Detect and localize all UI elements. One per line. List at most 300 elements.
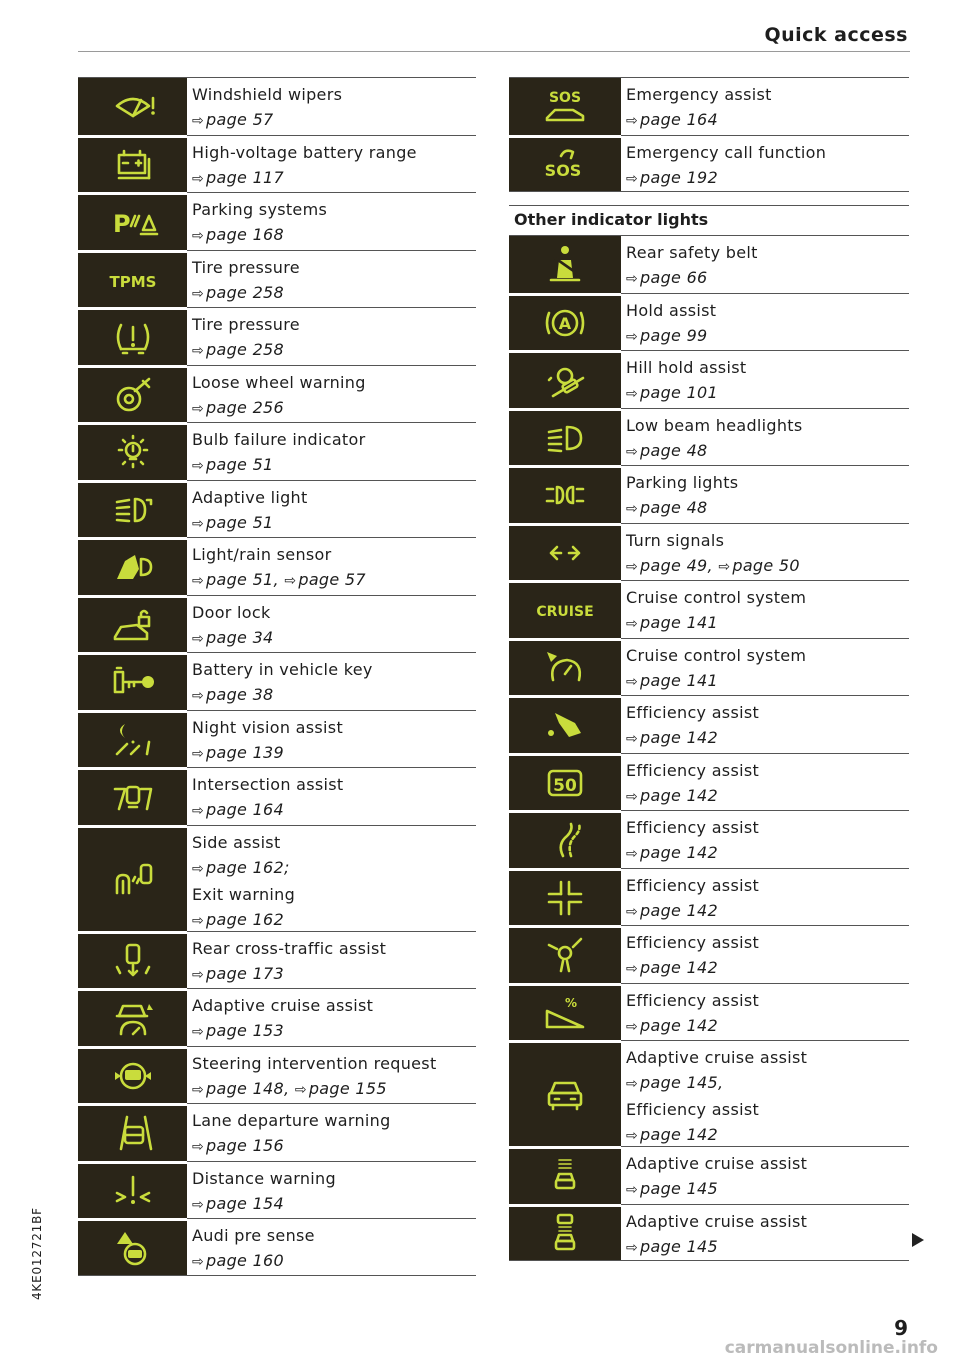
arrow-right-icon: ⇨ — [626, 271, 639, 287]
indicator-title-secondary: Efficiency assist — [626, 1100, 760, 1119]
page-link[interactable]: page 154 — [206, 1193, 285, 1213]
next-page-arrow-icon — [912, 1233, 924, 1247]
indicator-text — [621, 409, 909, 466]
indicator-title: Bulb failure indicator — [192, 430, 366, 449]
indicator-text — [187, 423, 476, 480]
indicator-text — [621, 294, 909, 351]
page-link[interactable]: page 258 — [206, 340, 285, 359]
arrow-right-icon: ⇨ — [626, 1239, 639, 1256]
indicator-title: Efficiency assist — [626, 933, 760, 952]
low-beam-icon — [509, 408, 621, 466]
rear-seatbelt-icon — [509, 236, 621, 293]
page-reference — [192, 513, 274, 532]
indicator-text — [621, 811, 909, 868]
icon-label: SOS — [548, 90, 582, 107]
indicator-row — [509, 695, 909, 753]
page-reference — [626, 843, 718, 862]
page-reference — [626, 498, 708, 517]
indicator-title: Distance warning — [192, 1168, 336, 1188]
document-code: 4KE012721BF — [30, 1207, 44, 1300]
indicator-text — [621, 639, 909, 696]
arrow-right-icon: ⇨ — [192, 860, 205, 877]
page-reference — [626, 786, 718, 805]
page-reference: ⇨ page 49, ⇨ page 50 — [626, 555, 800, 575]
page-number: 9 — [894, 1316, 908, 1340]
arrow-right-icon: ⇨ — [718, 558, 731, 575]
indicator-text — [187, 251, 476, 308]
page-reference — [626, 441, 708, 460]
indicator-text — [621, 236, 909, 293]
page-reference — [192, 964, 284, 983]
indicator-title: Side assist — [192, 832, 281, 852]
arrow-right-icon: ⇨ — [626, 1076, 639, 1092]
indicator-text — [187, 78, 476, 135]
icon-label: 50 — [553, 775, 577, 796]
arrow-right-icon: ⇨ — [192, 745, 205, 762]
indicator-row — [509, 1204, 909, 1262]
arrow-right-icon: ⇨ — [626, 846, 639, 862]
arrow-right-icon: ⇨ — [192, 1196, 205, 1213]
arrow-right-icon: ⇨ — [626, 1018, 639, 1035]
indicator-title: Rear cross-traffic assist — [192, 938, 387, 958]
indicator-title: Cruise control system — [626, 588, 807, 607]
page-link[interactable]: page 258 — [206, 282, 285, 302]
indicator-text — [187, 932, 476, 989]
indicator-row — [509, 408, 909, 466]
indicator-title: Efficiency assist — [626, 818, 760, 837]
indicator-text — [621, 754, 909, 811]
indicator-row — [78, 422, 476, 480]
page-reference — [192, 168, 284, 187]
indicator-text — [621, 524, 909, 581]
indicator-text — [187, 1047, 476, 1104]
intersection-assist-icon — [78, 767, 187, 825]
indicator-title: Light/rain sensor — [192, 545, 332, 564]
slope-icon — [509, 983, 621, 1041]
arrow-right-icon: ⇨ — [192, 285, 205, 302]
indicator-title: Low beam headlights — [626, 415, 803, 435]
door-lock-icon — [78, 595, 187, 653]
indicator-title: Loose wheel warning — [192, 372, 366, 392]
page-reference — [626, 1125, 718, 1144]
page-header-title: Quick access — [764, 24, 908, 46]
indicator-row — [78, 1103, 476, 1161]
key-battery-icon — [78, 652, 187, 710]
arrow-right-icon: ⇨ — [192, 343, 205, 359]
turn-signal-icon — [509, 523, 621, 581]
page-link[interactable]: page 142 — [640, 785, 719, 805]
indicator-row — [78, 931, 476, 989]
page-link[interactable]: page 173 — [206, 963, 285, 983]
arrow-right-icon: ⇨ — [626, 328, 639, 345]
indicator-title-secondary: Exit warning — [192, 884, 296, 904]
indicator-text — [621, 78, 909, 135]
arrow-right-icon: ⇨ — [192, 1254, 205, 1270]
right-column — [509, 77, 909, 1261]
page-link[interactable]: page 51 — [206, 512, 274, 532]
page-reference — [192, 398, 284, 417]
night-vision-icon — [78, 710, 187, 768]
page-reference — [626, 168, 718, 187]
indicator-text — [187, 308, 476, 365]
icon-label: A — [558, 313, 572, 333]
page-link[interactable]: page 156 — [206, 1136, 285, 1155]
indicator-row — [78, 192, 476, 250]
page-link[interactable]: page 141 — [640, 670, 719, 690]
page-link[interactable]: page 50 — [732, 555, 800, 575]
indicator-text — [187, 481, 476, 538]
arrow-right-icon: ⇨ — [626, 170, 639, 187]
indicator-row — [78, 1046, 476, 1104]
arrow-right-icon: ⇨ — [294, 1081, 307, 1098]
arrow-right-icon: ⇨ — [192, 228, 205, 244]
indicator-title: Tire pressure — [192, 257, 300, 277]
indicator-title: Parking systems — [192, 200, 328, 219]
page-link[interactable]: page 168 — [206, 225, 285, 244]
page-reference — [192, 800, 284, 819]
page-link[interactable]: page 148 — [206, 1078, 285, 1098]
indicator-row — [78, 595, 476, 653]
header-rule — [78, 51, 910, 52]
page-link[interactable]: page 142 — [640, 1125, 719, 1144]
indicator-text — [187, 596, 476, 653]
indicator-title: Adaptive cruise assist — [626, 1048, 808, 1067]
indicator-title: Windshield wipers — [192, 85, 343, 104]
page-reference — [192, 910, 284, 929]
car-follow-icon — [509, 1204, 621, 1261]
page-reference — [192, 225, 284, 244]
indicator-text — [187, 1162, 476, 1219]
icon-label: CRUISE — [536, 604, 594, 621]
page-reference — [192, 455, 274, 474]
roundabout-icon — [509, 925, 621, 983]
right-top-table — [509, 77, 909, 192]
arrow-right-icon: ⇨ — [626, 616, 639, 632]
right-bottom-table — [509, 235, 909, 1261]
indicator-title: Lane departure warning — [192, 1111, 391, 1130]
arrow-right-icon: ⇨ — [192, 630, 205, 647]
arrow-right-icon: ⇨ — [626, 501, 639, 517]
svg-text:P: P — [112, 210, 131, 239]
indicator-row — [78, 710, 476, 768]
parking-lights-icon — [509, 465, 621, 523]
indicator-title: Rear safety belt — [626, 243, 758, 262]
indicator-text — [621, 136, 909, 192]
page-reference — [626, 1179, 718, 1198]
indicator-row — [509, 1040, 909, 1146]
indicator-title: Tire pressure — [192, 315, 300, 334]
indicator-title: Efficiency assist — [626, 990, 760, 1010]
rear-cross-traffic-icon — [78, 931, 187, 989]
indicator-row — [509, 983, 909, 1041]
page-reference — [626, 613, 718, 632]
page-reference — [626, 1016, 718, 1035]
indicator-text — [621, 984, 909, 1041]
indicator-text — [187, 1219, 476, 1275]
arrow-right-icon: ⇨ — [626, 1182, 639, 1198]
page-reference — [192, 1021, 284, 1040]
arrow-right-icon: ⇨ — [626, 113, 639, 129]
indicator-row — [78, 365, 476, 423]
indicator-text — [621, 869, 909, 926]
speed-limit-50-icon — [509, 753, 621, 811]
indicator-title: Adaptive light — [192, 487, 308, 507]
indicator-text — [187, 653, 476, 710]
indicator-row — [78, 1161, 476, 1219]
arrow-right-icon: ⇨ — [626, 673, 639, 690]
indicator-text — [187, 768, 476, 825]
efficiency-arrow-icon — [509, 695, 621, 753]
icon-label: SOS — [544, 161, 582, 181]
indicator-text — [621, 1205, 909, 1261]
side-assist-icon — [78, 825, 187, 931]
adaptive-cruise-icon — [78, 988, 187, 1046]
icon-label: % — [564, 995, 578, 1010]
indicator-row — [509, 810, 909, 868]
indicator-text — [621, 1147, 909, 1204]
page-link[interactable]: page 99 — [640, 325, 708, 345]
sos-call-icon — [509, 135, 621, 192]
curve-road-icon — [509, 810, 621, 868]
page-link[interactable]: page 192 — [640, 167, 719, 187]
arrow-right-icon: ⇨ — [192, 113, 205, 129]
indicator-title: Battery in vehicle key — [192, 660, 373, 679]
indicator-text — [621, 466, 909, 523]
page-link[interactable]: page 117 — [206, 167, 285, 187]
page-reference — [192, 1251, 284, 1270]
windshield-wiper-warning-icon — [78, 78, 187, 135]
hill-hold-icon — [509, 350, 621, 408]
indicator-title: Intersection assist — [192, 775, 344, 794]
adaptive-light-icon — [78, 480, 187, 538]
indicator-row — [509, 523, 909, 581]
arrow-right-icon: ⇨ — [192, 1024, 205, 1040]
indicator-title: High-voltage battery range — [192, 142, 417, 162]
watermark: carmanualsonline.info — [724, 1338, 938, 1358]
intersection-road-icon — [509, 868, 621, 926]
indicator-row — [78, 537, 476, 595]
indicator-row — [509, 350, 909, 408]
page-link[interactable]: page 162 — [206, 909, 285, 929]
page-link[interactable]: page 66 — [640, 268, 708, 287]
indicator-row — [78, 767, 476, 825]
indicator-text — [621, 581, 909, 638]
page-reference — [626, 958, 718, 977]
page-link[interactable]: page 142 — [640, 1015, 719, 1035]
arrow-right-icon: ⇨ — [626, 961, 639, 977]
page-link[interactable]: page 155 — [308, 1078, 387, 1098]
page-reference — [192, 340, 284, 359]
indicator-text — [187, 1104, 476, 1161]
lane-departure-icon — [78, 1103, 187, 1161]
arrow-right-icon: ⇨ — [626, 386, 639, 402]
indicator-row — [509, 925, 909, 983]
indicator-title: Night vision assist — [192, 717, 344, 737]
indicator-title: Adaptive cruise assist — [192, 996, 374, 1015]
arrow-right-icon: ⇨ — [192, 966, 205, 983]
page-reference: ⇨ page 162; — [192, 857, 290, 877]
page-reference: ⇨ page 145, — [626, 1073, 724, 1092]
indicator-text — [621, 696, 909, 753]
page-link[interactable]: page 48 — [640, 440, 708, 460]
indicator-text — [621, 926, 909, 983]
page-reference — [626, 383, 718, 402]
hold-assist-icon — [509, 293, 621, 351]
page-link[interactable]: page 48 — [640, 498, 708, 517]
indicator-text — [187, 989, 476, 1046]
indicator-row — [509, 580, 909, 638]
indicator-text — [187, 711, 476, 768]
car-distance-icon — [509, 1146, 621, 1204]
indicator-row — [78, 307, 476, 365]
car-front-icon — [509, 1040, 621, 1146]
page-link[interactable]: page 38 — [206, 685, 274, 704]
page-reference — [626, 326, 708, 345]
indicator-title: Emergency call function — [626, 142, 827, 162]
page-reference — [192, 628, 274, 647]
page-link[interactable]: page 142 — [640, 958, 719, 977]
indicator-row — [78, 825, 476, 931]
indicator-row — [509, 1146, 909, 1204]
indicator-row — [78, 1218, 476, 1276]
tire-pressure-icon — [78, 307, 187, 365]
page-link[interactable]: page 57 — [206, 110, 274, 129]
page-link[interactable]: page 153 — [206, 1021, 285, 1040]
page-link[interactable]: page 256 — [206, 397, 285, 417]
arrow-right-icon: ⇨ — [192, 400, 205, 417]
indicator-row — [509, 77, 909, 135]
icon-label: TPMS — [109, 272, 156, 291]
page-link[interactable]: page 57 — [298, 570, 366, 589]
indicator-title: Adaptive cruise assist — [626, 1211, 808, 1231]
page-link[interactable]: page 141 — [640, 613, 719, 632]
page-link[interactable]: page 160 — [206, 1251, 285, 1270]
page-link[interactable]: page 51 — [206, 455, 274, 474]
light-rain-sensor-icon — [78, 537, 187, 595]
page-reference — [192, 110, 274, 129]
indicator-title: Emergency assist — [626, 85, 772, 104]
arrow-right-icon: ⇨ — [192, 458, 205, 474]
indicator-row — [509, 753, 909, 811]
indicator-row — [78, 988, 476, 1046]
indicator-title: Cruise control system — [626, 645, 807, 665]
indicator-title: Turn signals — [626, 530, 725, 550]
page-reference: ⇨ page 51, ⇨ page 57 — [192, 570, 366, 589]
page-link[interactable]: page 51 — [206, 570, 274, 589]
indicator-title: Adaptive cruise assist — [626, 1154, 808, 1173]
arrow-right-icon: ⇨ — [626, 903, 639, 920]
arrow-right-icon: ⇨ — [192, 1081, 205, 1098]
page-reference — [192, 685, 274, 704]
parking-system-icon — [78, 192, 187, 250]
left-column — [78, 77, 476, 1276]
arrow-right-icon: ⇨ — [192, 912, 205, 929]
page-reference — [626, 728, 718, 747]
page-link[interactable]: page 145 — [640, 1179, 719, 1198]
page-link[interactable]: page 49 — [640, 555, 708, 575]
steering-intervention-icon — [78, 1046, 187, 1104]
page-link[interactable]: page 142 — [640, 900, 719, 920]
indicator-row — [78, 135, 476, 193]
cruise-text-icon — [509, 580, 621, 638]
indicator-text — [187, 136, 476, 193]
page-reference — [626, 268, 708, 287]
section-heading: Other indicator lights — [509, 205, 909, 235]
indicator-title: Hill hold assist — [626, 358, 747, 377]
page-link[interactable]: page 142 — [640, 728, 719, 747]
indicator-title: Efficiency assist — [626, 760, 760, 780]
indicator-title: Door lock — [192, 602, 271, 622]
distance-warning-icon — [78, 1161, 187, 1219]
page-link[interactable]: page 142 — [640, 843, 719, 862]
indicator-title: Parking lights — [626, 473, 739, 492]
indicator-text — [187, 366, 476, 423]
arrow-right-icon: ⇨ — [626, 731, 639, 747]
page-reference — [626, 901, 718, 920]
bulb-failure-icon — [78, 422, 187, 480]
cruise-speedometer-icon — [509, 638, 621, 696]
page-reference — [192, 1136, 284, 1155]
indicator-row — [78, 250, 476, 308]
tpms-icon — [78, 250, 187, 308]
page-reference — [626, 1237, 718, 1256]
sos-car-icon — [509, 78, 621, 135]
indicator-title: Efficiency assist — [626, 875, 760, 895]
indicator-row — [509, 638, 909, 696]
battery-range-icon — [78, 135, 187, 193]
indicator-row — [509, 868, 909, 926]
arrow-right-icon: ⇨ — [626, 558, 639, 575]
pre-sense-icon — [78, 1218, 187, 1275]
page-link[interactable]: page 164 — [206, 800, 285, 819]
page-reference — [192, 283, 284, 302]
page-link[interactable]: page 34 — [206, 627, 274, 647]
arrow-right-icon: ⇨ — [192, 688, 205, 704]
page-reference — [192, 743, 284, 762]
indicator-row — [78, 77, 476, 135]
indicator-row — [78, 480, 476, 538]
page-reference: ⇨ page 148, ⇨ page 155 — [192, 1078, 387, 1098]
arrow-right-icon: ⇨ — [192, 1139, 205, 1155]
page-link[interactable]: page 164 — [640, 110, 719, 129]
page-reference — [192, 1194, 284, 1213]
page-link[interactable]: page 145 — [640, 1236, 719, 1256]
arrow-right-icon: ⇨ — [626, 788, 639, 805]
arrow-right-icon: ⇨ — [192, 573, 205, 589]
page-reference — [626, 110, 718, 129]
arrow-right-icon: ⇨ — [284, 573, 297, 589]
indicator-row — [509, 293, 909, 351]
arrow-right-icon: ⇨ — [192, 515, 205, 532]
arrow-right-icon: ⇨ — [192, 170, 205, 187]
page-link[interactable]: page 145 — [640, 1073, 719, 1092]
indicator-text — [187, 826, 476, 931]
arrow-right-icon: ⇨ — [626, 443, 639, 460]
indicator-text — [621, 1041, 909, 1146]
indicator-text — [187, 193, 476, 250]
page-reference — [626, 671, 718, 690]
arrow-right-icon: ⇨ — [626, 1128, 639, 1144]
indicator-title: Audi pre sense — [192, 1226, 315, 1245]
indicator-title: Hold assist — [626, 300, 717, 320]
indicator-row — [509, 465, 909, 523]
loose-wheel-icon — [78, 365, 187, 423]
page-link[interactable]: page 139 — [206, 742, 285, 762]
indicator-title: Efficiency assist — [626, 703, 760, 722]
indicator-text — [187, 538, 476, 595]
page-link[interactable]: page 101 — [640, 383, 719, 402]
page-link[interactable]: page 162 — [206, 857, 285, 877]
